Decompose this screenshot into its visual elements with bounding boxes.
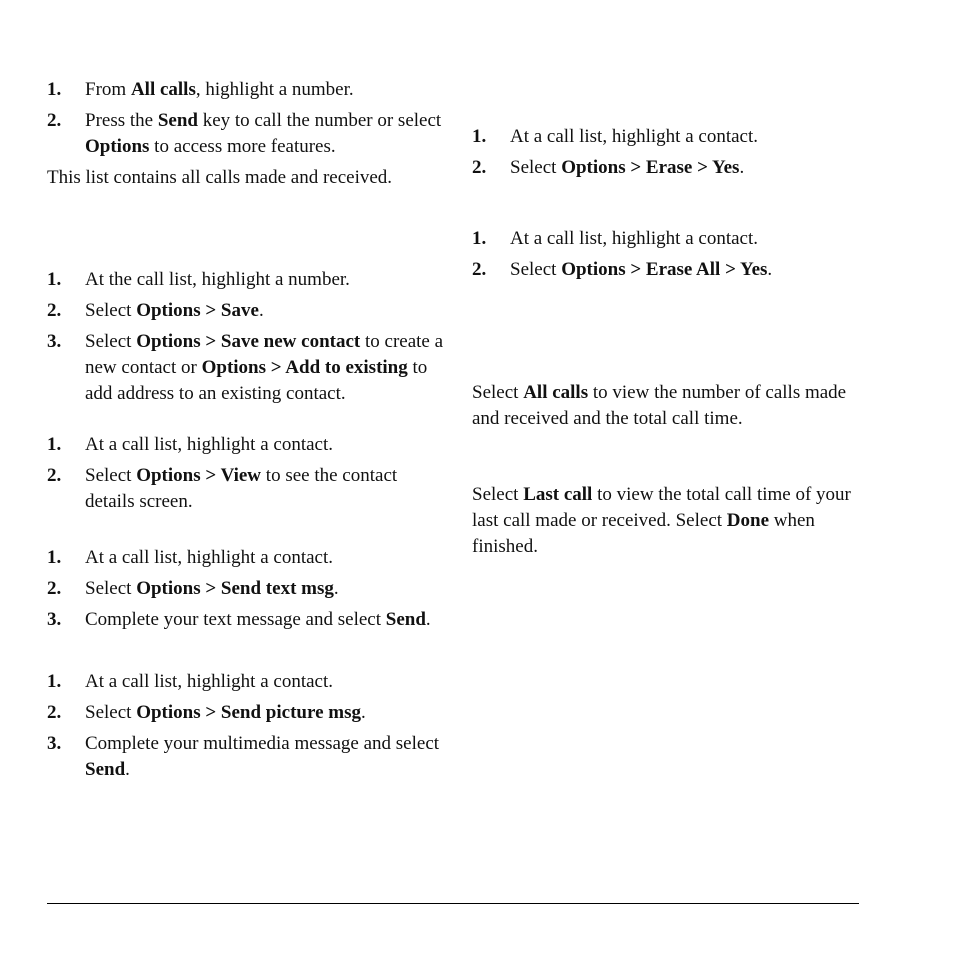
step-text: Select Options > Erase > Yes. — [510, 157, 745, 178]
list-item — [47, 108, 447, 160]
step-text: Press the Send key to call the number or select Options to access more features. — [85, 110, 442, 157]
step-text: At a call list, highlight a contact. — [510, 126, 758, 147]
list-item — [472, 257, 872, 283]
send-text-msg-section — [47, 545, 447, 633]
footer-rule — [47, 903, 859, 904]
note-text: This list contains all calls made and received. — [47, 167, 393, 188]
step-text: At a call list, highlight a contact. — [510, 228, 758, 249]
step-number: 2. — [472, 157, 487, 178]
erase-all-section — [472, 226, 872, 283]
list-item — [47, 607, 447, 633]
all-calls-paragraph: Select All calls to view the number of calls made and received and the total call time. — [472, 382, 847, 429]
left-column — [47, 77, 447, 788]
step-number: 2. — [47, 702, 62, 723]
save-number-section — [47, 267, 447, 407]
step-text: At the call list, highlight a number. — [85, 269, 350, 290]
step-number: 1. — [47, 79, 62, 100]
step-text: Select Options > Send picture msg. — [85, 702, 366, 723]
right-column — [472, 124, 872, 560]
step-number: 2. — [47, 465, 62, 486]
list-item — [47, 267, 447, 293]
step-number: 1. — [47, 671, 62, 692]
step-number: 2. — [47, 300, 62, 321]
step-number: 2. — [47, 110, 62, 131]
step-number: 3. — [47, 609, 62, 630]
step-number: 1. — [472, 228, 487, 249]
erase-call-section — [472, 124, 872, 181]
list-item — [47, 77, 447, 103]
step-number: 1. — [472, 126, 487, 147]
list-item — [47, 576, 447, 602]
step-number: 1. — [47, 269, 62, 290]
step-text: Select Options > View to see the contact details screen. — [85, 465, 398, 512]
view-all-calls-section — [47, 77, 447, 191]
step-number: 3. — [47, 331, 62, 352]
step-number: 2. — [47, 578, 62, 599]
list-item — [472, 155, 872, 181]
step-text: At a call list, highlight a contact. — [85, 547, 333, 568]
list-item — [47, 669, 447, 695]
step-number: 1. — [47, 434, 62, 455]
list-item — [47, 545, 447, 571]
list-item — [47, 463, 447, 515]
list-item — [47, 700, 447, 726]
step-text: At a call list, highlight a contact. — [85, 434, 333, 455]
step-number: 3. — [47, 733, 62, 754]
step-number: 2. — [472, 259, 487, 280]
list-item — [47, 731, 447, 783]
list-item — [47, 298, 447, 324]
list-item — [472, 124, 872, 150]
step-text: Select Options > Save new contact to create a new contact or Options > Add to existing to add address to an existing contact. — [85, 331, 444, 404]
step-text: Complete your multimedia message and select Send. — [85, 733, 440, 780]
step-text: Select Options > Send text msg. — [85, 578, 339, 599]
step-text: Complete your text message and select Send. — [85, 609, 431, 630]
step-text: From All calls, highlight a number. — [85, 79, 354, 100]
list-item — [47, 329, 447, 407]
step-text: Select Options > Save. — [85, 300, 264, 321]
step-text: At a call list, highlight a contact. — [85, 671, 333, 692]
list-item — [47, 432, 447, 458]
list-item — [472, 226, 872, 252]
view-contact-section — [47, 432, 447, 515]
step-text: Select Options > Erase All > Yes. — [510, 259, 773, 280]
last-call-paragraph: Select Last call to view the total call time of your last call made or received. Select Done when finished. — [472, 484, 851, 557]
send-picture-msg-section — [47, 669, 447, 783]
step-number: 1. — [47, 547, 62, 568]
